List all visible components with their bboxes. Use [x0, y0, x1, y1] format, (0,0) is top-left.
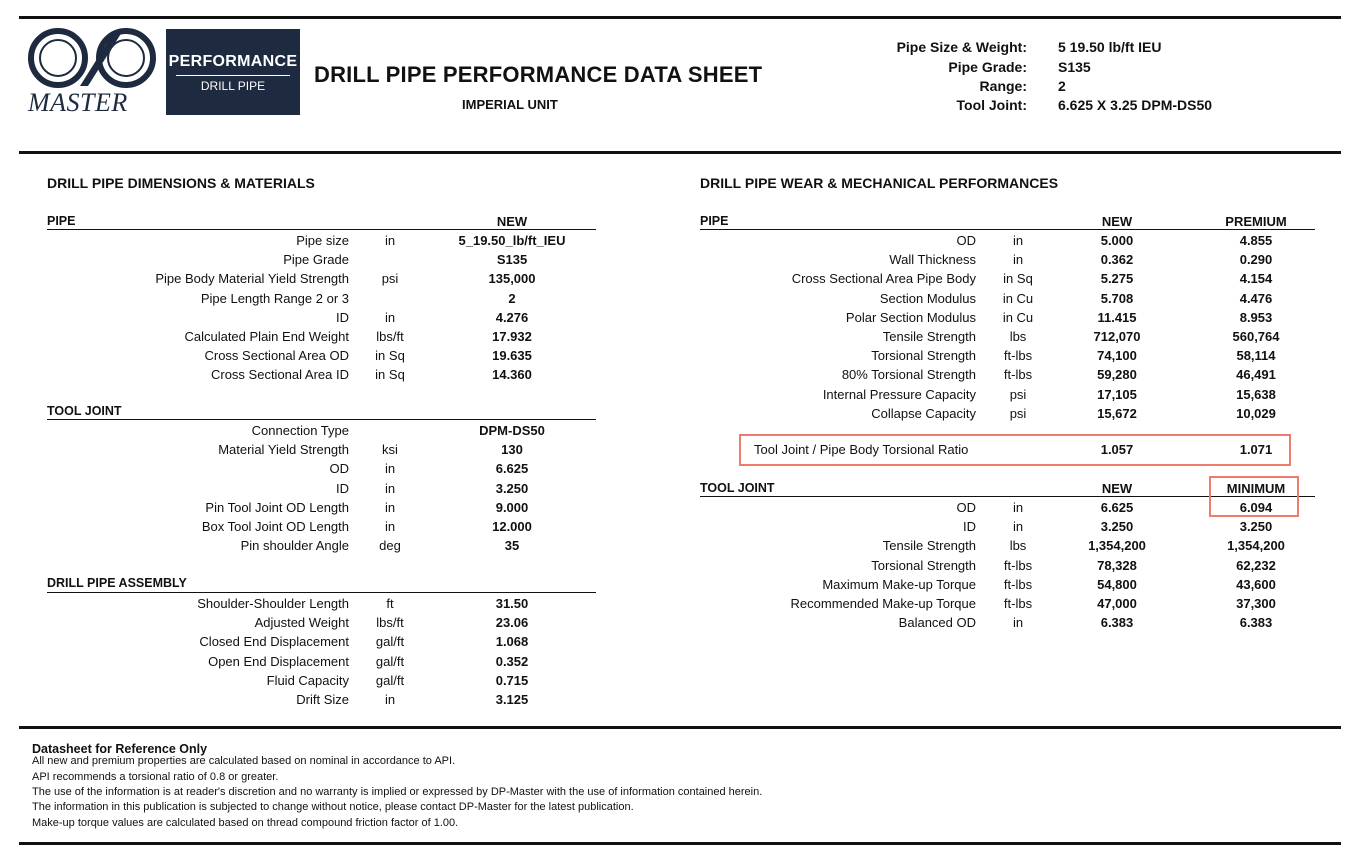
row-new: 11.415	[1097, 309, 1137, 325]
table-row	[0, 558, 1364, 576]
row-unit: lbs	[1009, 329, 1027, 344]
row-unit: in	[1012, 233, 1024, 248]
row-unit: psi	[1009, 405, 1027, 421]
row-label: Internal Pressure Capacity	[822, 386, 976, 402]
row-label: Recommended Make-up Torque	[790, 596, 976, 611]
spec-value-tool-joint: 6.625 X 3.25 DPM-DS50	[1058, 97, 1213, 113]
spec-value-grade: S135	[1058, 59, 1091, 75]
badge-divider	[176, 75, 290, 76]
table-row	[0, 596, 1364, 614]
row-unit: ft-lbs	[1003, 348, 1033, 364]
table-row	[0, 634, 620, 652]
row-value: 4.276	[495, 309, 529, 325]
row-label: Shoulder-Shoulder Length	[197, 596, 349, 611]
footer-line-1: All new and premium properties are calculated based on nominal in accordance to API.	[32, 755, 456, 767]
footer-heading: Datasheet for Reference Only	[32, 742, 208, 756]
row-label: Pipe Body Material Yield Strength	[155, 271, 349, 287]
company-logo	[22, 28, 162, 118]
row-value: DPM-DS50	[479, 423, 545, 438]
row-value: 0.715	[495, 672, 529, 688]
row-unit: in	[384, 461, 396, 477]
row-new: 6.625	[1100, 500, 1134, 515]
top-rule	[19, 16, 1341, 19]
table-row	[0, 310, 1364, 328]
row-new: 6.383	[1100, 615, 1134, 631]
row-value: 0.352	[495, 653, 529, 669]
table-row	[0, 519, 1364, 537]
row-new: 54,800	[1097, 576, 1137, 592]
row-new: 0.362	[1100, 252, 1134, 268]
row-label: Fluid Capacity	[266, 672, 349, 688]
left-pipe-line	[47, 229, 596, 230]
left-pipe-col-new: NEW	[496, 214, 528, 229]
ratio-row	[0, 442, 1364, 460]
row-unit: in	[1012, 500, 1024, 515]
row-premium: 0.290	[1239, 252, 1273, 268]
row-min: 37,300	[1236, 596, 1276, 611]
row-unit: in Cu	[1002, 290, 1034, 306]
right-pipe-line	[700, 229, 1315, 230]
row-unit: psi	[1009, 386, 1027, 402]
row-value: 130	[501, 442, 523, 458]
row-unit: gal/ft	[375, 653, 405, 669]
row-unit: in Sq	[375, 367, 405, 383]
row-unit: in	[384, 309, 396, 325]
row-label: Balanced OD	[898, 615, 976, 631]
row-label: Tensile Strength	[882, 329, 976, 344]
row-label: ID	[963, 519, 976, 535]
row-label: Collapse Capacity	[871, 405, 976, 421]
row-label: Adjusted Weight	[254, 615, 349, 631]
row-min: 3.250	[1239, 519, 1273, 535]
row-label: OD	[329, 461, 349, 477]
row-label: Pipe Grade	[283, 252, 349, 268]
table-row	[0, 423, 620, 441]
row-unit: ksi	[382, 442, 398, 458]
row-value: 3.125	[495, 692, 529, 707]
right-tool-joint-group: TOOL JOINT	[700, 481, 775, 495]
footer-line-3: The use of the information is at reader's discretion and no warranty is implied or expressed by DP-Master with the use of information contained herein.	[32, 786, 763, 798]
row-unit: in Cu	[1002, 309, 1034, 325]
row-unit: in	[384, 480, 396, 496]
row-unit: ft	[386, 596, 394, 611]
row-unit: lbs/ft	[376, 615, 404, 631]
row-new: 47,000	[1097, 596, 1137, 611]
footer-line-5: Make-up torque values are calculated based on thread compound friction factor of 1.00.	[32, 817, 459, 829]
page-subtitle: IMPERIAL UNIT	[462, 97, 558, 112]
row-label: Calculated Plain End Weight	[184, 329, 349, 344]
row-label: Tensile Strength	[882, 538, 976, 554]
row-premium: 560,764	[1232, 329, 1280, 344]
row-value: 23.06	[495, 615, 529, 631]
table-row	[0, 673, 620, 691]
footer-line-2: API recommends a torsional ratio of 0.8 or greater.	[32, 771, 279, 783]
footer-top-rule	[19, 726, 1341, 729]
left-tool-joint-group: TOOL JOINT	[47, 404, 122, 418]
row-value: 9.000	[495, 499, 529, 515]
right-pipe-col-premium: PREMIUM	[1225, 214, 1287, 229]
table-row	[0, 233, 1364, 251]
row-unit: in	[384, 233, 396, 248]
row-unit: in	[1012, 252, 1024, 268]
row-label: Cross Sectional Area ID	[210, 367, 349, 383]
row-new: 17,105	[1097, 386, 1137, 402]
row-new: 1,354,200	[1088, 538, 1146, 554]
right-tj-col-minimum: MINIMUM	[1226, 481, 1286, 496]
row-min: 1,354,200	[1227, 538, 1285, 554]
ratio-label: Tool Joint / Pipe Body Torsional Ratio	[754, 442, 969, 457]
badge-line-1: PERFORMANCE	[168, 53, 298, 70]
row-label: OD	[956, 233, 976, 248]
header-rule	[19, 151, 1341, 154]
row-unit: psi	[381, 271, 399, 287]
table-row	[0, 461, 620, 479]
row-unit: in	[384, 519, 396, 534]
row-label: Pipe size	[296, 233, 349, 248]
row-value: 14.360	[492, 367, 532, 383]
row-label: Drift Size	[296, 692, 349, 707]
row-label: Box Tool Joint OD Length	[201, 519, 349, 534]
row-label: ID	[336, 309, 349, 325]
row-value: 19.635	[492, 348, 532, 364]
row-unit: ft-lbs	[1003, 367, 1033, 383]
row-new: 74,100	[1097, 348, 1137, 364]
footer-line-4: The information in this publication is subjected to change without notice, please contact DP-Master for the latest publication.	[32, 801, 634, 813]
spec-label-range: Range:	[979, 78, 1027, 94]
row-unit: in	[384, 692, 396, 707]
row-new: 78,328	[1097, 557, 1137, 573]
table-row	[0, 538, 1364, 556]
row-premium: 4.154	[1239, 271, 1273, 287]
spec-value-range: 2	[1058, 78, 1066, 94]
row-min: 43,600	[1236, 576, 1276, 592]
row-unit: in	[1012, 615, 1024, 631]
row-unit: in Sq	[375, 348, 405, 364]
table-row	[0, 654, 620, 672]
row-value: 135,000	[488, 271, 536, 287]
row-value: 1.068	[495, 634, 529, 650]
right-tj-col-new: NEW	[1101, 481, 1133, 496]
row-value: 3.250	[495, 480, 529, 496]
row-new: 59,280	[1097, 367, 1137, 383]
row-new: 15,672	[1097, 405, 1137, 421]
row-unit: ft-lbs	[1003, 596, 1033, 611]
row-label: Cross Sectional Area OD	[204, 348, 349, 364]
row-label: 80% Torsional Strength	[841, 367, 976, 383]
table-row	[0, 291, 1364, 309]
row-value: 2	[508, 290, 516, 306]
row-unit: lbs	[1009, 538, 1027, 554]
left-assembly-group: DRILL PIPE ASSEMBLY	[47, 576, 187, 590]
row-unit: in	[1012, 519, 1024, 535]
row-min: 6.094	[1239, 500, 1273, 515]
row-unit: ft-lbs	[1003, 557, 1033, 573]
row-value: 17.932	[492, 329, 532, 344]
row-value: 35	[504, 538, 520, 554]
left-section-title: DRILL PIPE DIMENSIONS & MATERIALS	[47, 175, 315, 191]
table-row	[0, 577, 1364, 595]
row-premium: 15,638	[1236, 386, 1276, 402]
table-row	[0, 367, 1364, 385]
row-label: Pin shoulder Angle	[240, 538, 349, 554]
row-premium: 4.855	[1239, 233, 1273, 248]
right-pipe-group: PIPE	[700, 214, 729, 228]
row-value: 6.625	[495, 461, 529, 477]
row-unit: in	[384, 499, 396, 515]
row-premium: 8.953	[1239, 309, 1273, 325]
row-label: Open End Displacement	[208, 653, 349, 669]
table-row	[0, 252, 1364, 270]
page-title: DRILL PIPE PERFORMANCE DATA SHEET	[314, 62, 763, 87]
row-new: 5.708	[1100, 290, 1134, 306]
row-min: 6.383	[1239, 615, 1273, 631]
row-unit: deg	[379, 538, 401, 554]
ratio-new: 1.057	[1100, 442, 1134, 457]
row-label: Connection Type	[251, 423, 349, 438]
table-row	[0, 348, 1364, 366]
row-unit: gal/ft	[375, 672, 405, 688]
row-label: Polar Section Modulus	[845, 309, 976, 325]
row-premium: 46,491	[1236, 367, 1276, 383]
spec-value-size: 5 19.50 lb/ft IEU	[1058, 39, 1162, 55]
spec-label-size: Pipe Size & Weight:	[896, 39, 1027, 55]
table-row	[0, 271, 1364, 289]
row-label: Maximum Make-up Torque	[822, 576, 976, 592]
row-new: 5.000	[1100, 233, 1134, 248]
row-label: Closed End Displacement	[199, 634, 349, 650]
row-premium: 58,114	[1236, 348, 1276, 364]
table-row	[0, 387, 1364, 405]
bottom-rule	[19, 842, 1341, 845]
row-label: Material Yield Strength	[218, 442, 349, 458]
row-label: Torsional Strength	[871, 557, 976, 573]
row-label: Cross Sectional Area Pipe Body	[791, 271, 976, 287]
spec-label-grade: Pipe Grade:	[948, 59, 1027, 75]
table-row	[0, 481, 620, 499]
row-value: S135	[496, 252, 528, 268]
right-section-title: DRILL PIPE WEAR & MECHANICAL PERFORMANCES	[700, 175, 1059, 191]
row-new: 712,070	[1093, 329, 1141, 344]
row-unit: ft-lbs	[1003, 576, 1033, 592]
left-pipe-group: PIPE	[47, 214, 76, 228]
table-row	[0, 615, 1364, 633]
row-min: 62,232	[1236, 557, 1276, 573]
row-label: ID	[336, 480, 349, 496]
table-row	[0, 406, 1364, 424]
row-value: 31.50	[495, 596, 529, 611]
row-new: 5.275	[1100, 271, 1134, 287]
row-premium: 4.476	[1239, 290, 1273, 306]
row-label: Section Modulus	[879, 290, 976, 306]
table-row	[0, 329, 1364, 347]
row-unit: lbs/ft	[376, 329, 404, 344]
row-label: Pin Tool Joint OD Length	[205, 499, 349, 515]
row-label: OD	[956, 500, 976, 515]
badge-line-2: DRILL PIPE	[200, 79, 266, 93]
right-pipe-col-new: NEW	[1101, 214, 1133, 229]
row-label: Torsional Strength	[871, 348, 976, 364]
spec-label-tool-joint: Tool Joint:	[956, 97, 1027, 113]
row-new: 3.250	[1100, 519, 1134, 535]
ratio-premium: 1.071	[1239, 442, 1273, 457]
row-label: Pipe Length Range 2 or 3	[200, 290, 349, 306]
row-value: 12.000	[492, 519, 532, 534]
row-premium: 10,029	[1236, 405, 1276, 421]
table-row	[0, 500, 1364, 518]
logo-wordmark: MASTER	[28, 88, 128, 117]
row-value: 5_19.50_lb/ft_IEU	[458, 233, 566, 248]
logo-rings-icon	[22, 28, 162, 90]
performance-badge	[166, 29, 300, 115]
row-unit: in Sq	[1003, 271, 1033, 287]
table-row	[0, 692, 620, 710]
row-label: Wall Thickness	[889, 252, 976, 268]
row-unit: gal/ft	[375, 634, 405, 650]
